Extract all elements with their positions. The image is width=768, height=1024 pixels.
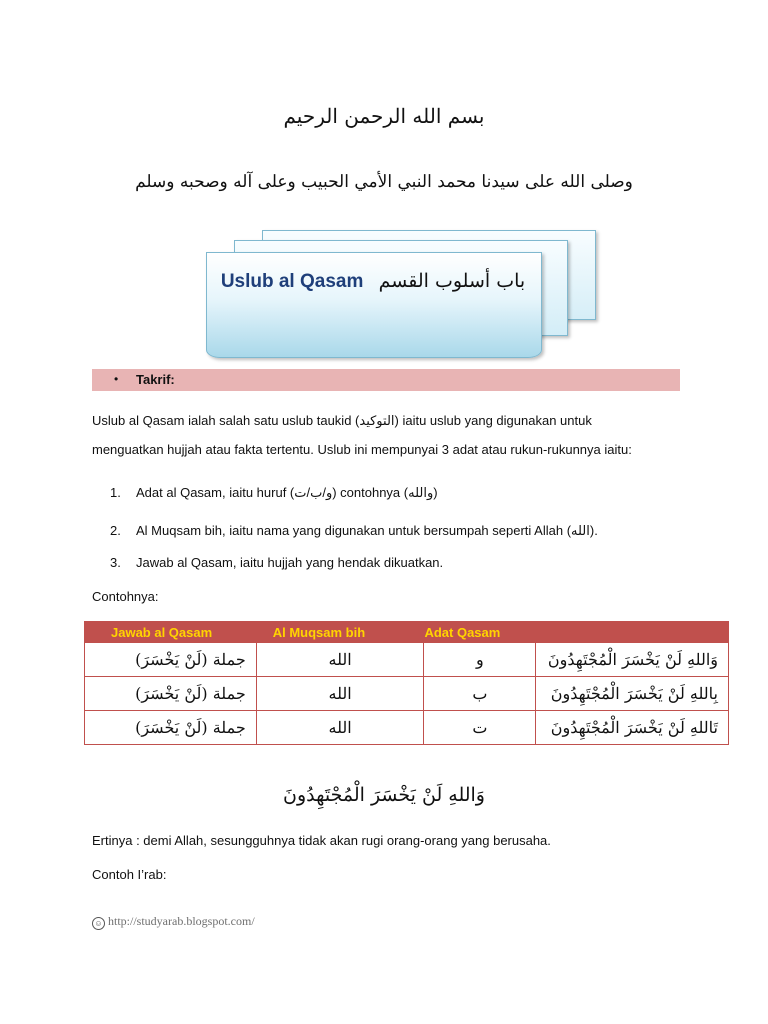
- cell-jawab: جملة (لَنْ يَخْسَرَ): [85, 643, 257, 677]
- table-row: [85, 643, 729, 677]
- takrif-section-bar: [92, 369, 680, 391]
- table-header-row: [85, 622, 729, 643]
- footer-link[interactable]: [92, 914, 255, 930]
- list-number: 3.: [110, 555, 121, 570]
- cell-adat: ب: [424, 677, 536, 711]
- header-muqsam: Al Muqsam bih: [256, 622, 424, 643]
- smiley-icon: ☺: [92, 917, 105, 930]
- banner-title-arabic: باب أسلوب القسم: [378, 270, 526, 292]
- banner-title-latin: Uslub al Qasam: [220, 271, 364, 292]
- cell-sentence: بِاللهِ لَنْ يَخْسَرَ الْمُجْتَهِدُونَ: [536, 677, 729, 711]
- list-item: [110, 523, 598, 539]
- cell-jawab: جملة (لَنْ يَخْسَرَ): [85, 677, 257, 711]
- translation-line: Ertinya : demi Allah, sesungguhnya tidak akan rugi orang-orang yang berusaha.: [92, 833, 551, 848]
- header-jawab: Jawab al Qasam: [85, 622, 257, 643]
- cell-adat: و: [424, 643, 536, 677]
- salawat-line: وصلى الله على سيدنا محمد النبي الأمي الحبيب وعلى آله وصحبه وسلم: [135, 172, 633, 192]
- cell-adat: ت: [424, 711, 536, 745]
- cell-sentence: وَاللهِ لَنْ يَخْسَرَ الْمُجْتَهِدُونَ: [536, 643, 729, 677]
- table-row: [85, 677, 729, 711]
- header-sentence: [536, 622, 729, 643]
- definition-line-2: menguatkan hujjah atau fakta tertentu. Uslub ini mempunyai 3 adat atau rukun-rukunnya iaitu:: [92, 442, 632, 457]
- banner-front-card: [206, 252, 542, 358]
- list-item: [110, 485, 438, 501]
- table-row: [85, 711, 729, 745]
- basmala-heading: بسم الله الرحمن الرحيم: [283, 104, 485, 128]
- definition-line-1: Uslub al Qasam ialah salah satu uslub taukid (التوكيد) iaitu uslub yang digunakan untuk: [92, 413, 592, 428]
- list-text: Jawab al Qasam, iaitu hujjah yang hendak dikuatkan.: [136, 555, 444, 570]
- list-number: 1.: [110, 485, 121, 500]
- irab-heading: Contoh I’rab:: [92, 867, 167, 882]
- qasam-table: [84, 621, 729, 745]
- cell-muqsam: الله: [256, 643, 424, 677]
- list-number: 2.: [110, 523, 121, 538]
- list-item: [110, 555, 443, 570]
- cell-muqsam: الله: [256, 711, 424, 745]
- bullet-icon: •: [114, 372, 119, 386]
- cell-sentence: تَاللهِ لَنْ يَخْسَرَ الْمُجْتَهِدُونَ: [536, 711, 729, 745]
- takrif-label: Takrif:: [136, 372, 175, 387]
- cell-muqsam: الله: [256, 677, 424, 711]
- footer-url[interactable]: http://studyarab.blogspot.com/: [108, 914, 255, 928]
- examples-label: Contohnya:: [92, 589, 159, 604]
- list-text: Al Muqsam bih, iaitu nama yang digunakan untuk bersumpah seperti Allah (الله).: [136, 523, 598, 538]
- example-sentence: وَاللهِ لَنْ يَخْسَرَ الْمُجْتَهِدُونَ: [283, 784, 485, 806]
- list-text: Adat al Qasam, iaitu huruf (و/ب/ت) contohnya (والله): [136, 485, 438, 500]
- banner-title: [206, 270, 540, 293]
- cell-jawab: جملة (لَنْ يَخْسَرَ): [85, 711, 257, 745]
- header-adat: Adat Qasam: [424, 622, 536, 643]
